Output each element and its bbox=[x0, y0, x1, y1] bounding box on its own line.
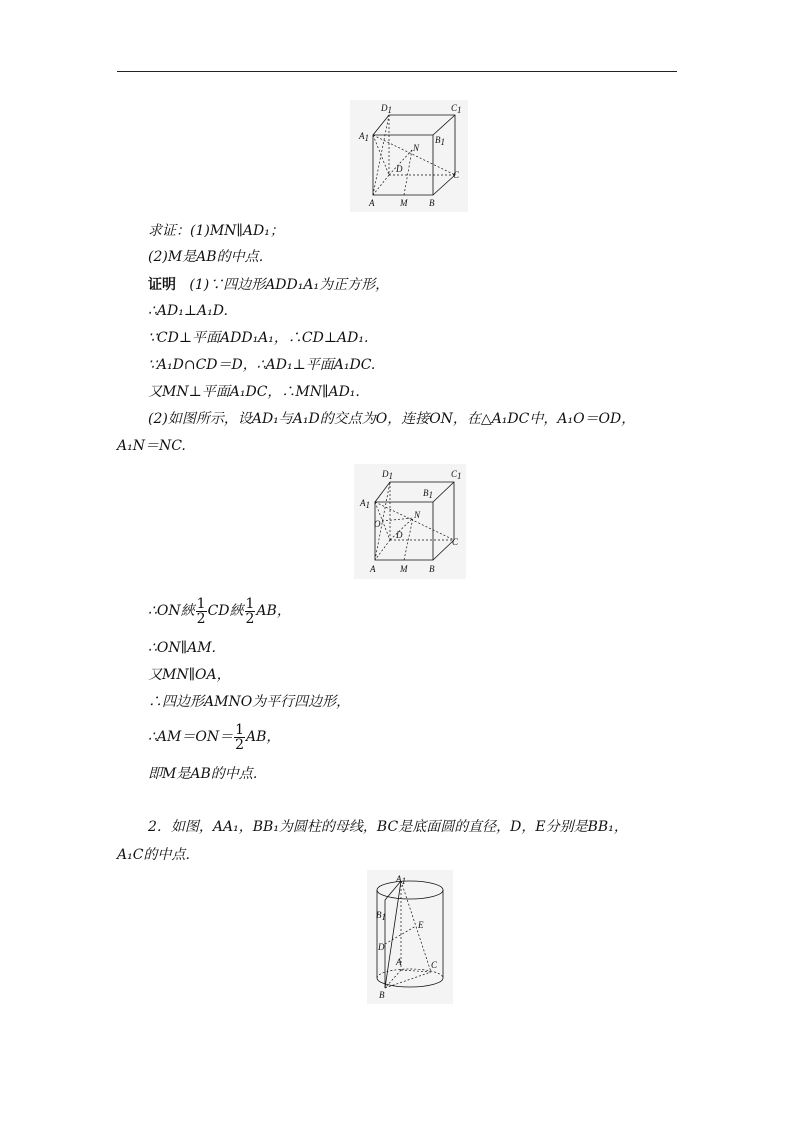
fraction-half bbox=[196, 597, 207, 626]
text-line-1: 求证：(1)MN∥AD₁； bbox=[148, 223, 284, 239]
fraction-half bbox=[234, 723, 245, 752]
text-line-9: A₁N＝NC. bbox=[117, 438, 186, 454]
fig1-label-m: M bbox=[400, 198, 408, 208]
fig1-label-c1: C1 bbox=[451, 103, 462, 115]
fig3-label-b1: B1 bbox=[376, 910, 386, 922]
cube-figure-1 bbox=[350, 100, 468, 212]
fig3-label-b: B bbox=[379, 990, 385, 1000]
fraction-denominator: 2 bbox=[196, 610, 206, 627]
fig2-label-m: M bbox=[400, 564, 408, 574]
problem2-line-1: 2．如图，AA₁，BB₁为圆柱的母线，BC是底面圆的直径，D，E分别是BB₁， bbox=[148, 819, 628, 835]
fig2-label-n: N bbox=[414, 510, 421, 520]
text-line-14 bbox=[148, 722, 280, 752]
cube-figure-2 bbox=[354, 464, 466, 579]
cylinder-figure bbox=[367, 870, 453, 1004]
fig1-label-a1: A1 bbox=[359, 131, 369, 143]
fig2-label-b: B bbox=[429, 564, 435, 574]
fig1-label-c: C bbox=[453, 170, 460, 180]
line10-part-c: AB， bbox=[256, 603, 291, 619]
line14-part-a: ∴AM＝ON＝ bbox=[148, 729, 234, 745]
fig3-label-a1: A1 bbox=[396, 874, 406, 886]
text-line-12: 又MN∥OA， bbox=[148, 667, 231, 683]
fig1-label-b1: B1 bbox=[435, 135, 445, 147]
fig2-label-c1: C1 bbox=[451, 469, 462, 481]
text-line-2: (2)M是AB的中点． bbox=[148, 249, 273, 265]
line14-part-b: AB， bbox=[246, 729, 281, 745]
fig2-label-d: D bbox=[396, 530, 403, 540]
fraction-denominator: 2 bbox=[245, 610, 255, 627]
text-line-8: (2)如图所示，设AD₁与A₁D的交点为O，连接ON，在△A₁DC中，A₁O＝OD， bbox=[148, 411, 636, 427]
line10-part-a: ∴ON綊 bbox=[148, 603, 195, 619]
text-line-7: 又MN⊥平面A₁DC，∴MN∥AD₁. bbox=[148, 384, 360, 400]
text-line-13: ∴四边形AMNO为平行四边形， bbox=[148, 694, 351, 710]
proof-step-1: (1)∵四边形ADD₁A₁为正方形， bbox=[189, 277, 390, 293]
text-line-15: 即M是AB的中点． bbox=[148, 766, 267, 782]
fig1-label-n: N bbox=[413, 143, 420, 153]
fraction-numerator: 1 bbox=[196, 595, 206, 612]
fig1-label-a: A bbox=[369, 198, 375, 208]
fig3-label-e: E bbox=[418, 920, 424, 930]
header-rule bbox=[117, 71, 677, 72]
fig2-label-d1: D1 bbox=[382, 469, 393, 481]
fraction-denominator: 2 bbox=[235, 736, 245, 753]
text-line-11: ∴ON∥AM. bbox=[148, 640, 216, 656]
line10-part-b: CD綊 bbox=[207, 603, 244, 619]
fraction-numerator: 1 bbox=[245, 595, 255, 612]
text-line-3 bbox=[148, 276, 389, 294]
problem2-line-2: A₁C的中点． bbox=[117, 847, 200, 863]
fig3-label-c: C bbox=[431, 960, 438, 970]
fig3-label-a: A bbox=[396, 957, 402, 967]
text-line-10 bbox=[148, 596, 291, 626]
fraction-numerator: 1 bbox=[235, 721, 245, 738]
text-line-6: ∵A₁D∩CD＝D，∴AD₁⊥平面A₁DC. bbox=[148, 357, 376, 373]
fraction-half bbox=[245, 597, 256, 626]
proof-label: 证明 bbox=[148, 277, 176, 293]
text-line-5: ∵CD⊥平面ADD₁A₁，∴CD⊥AD₁. bbox=[148, 330, 369, 346]
fig2-label-a1: A1 bbox=[360, 498, 370, 510]
fig2-label-a: A bbox=[370, 564, 376, 574]
fig1-label-d: D bbox=[396, 164, 403, 174]
fig1-label-b: B bbox=[429, 198, 435, 208]
fig1-label-d1: D1 bbox=[381, 103, 392, 115]
fig2-label-b1: B1 bbox=[423, 488, 433, 500]
fig2-label-o: O bbox=[374, 519, 381, 529]
fig2-label-c: C bbox=[452, 537, 459, 547]
text-line-4: ∴AD₁⊥A₁D. bbox=[148, 303, 228, 319]
fig3-label-d: D bbox=[378, 942, 385, 952]
